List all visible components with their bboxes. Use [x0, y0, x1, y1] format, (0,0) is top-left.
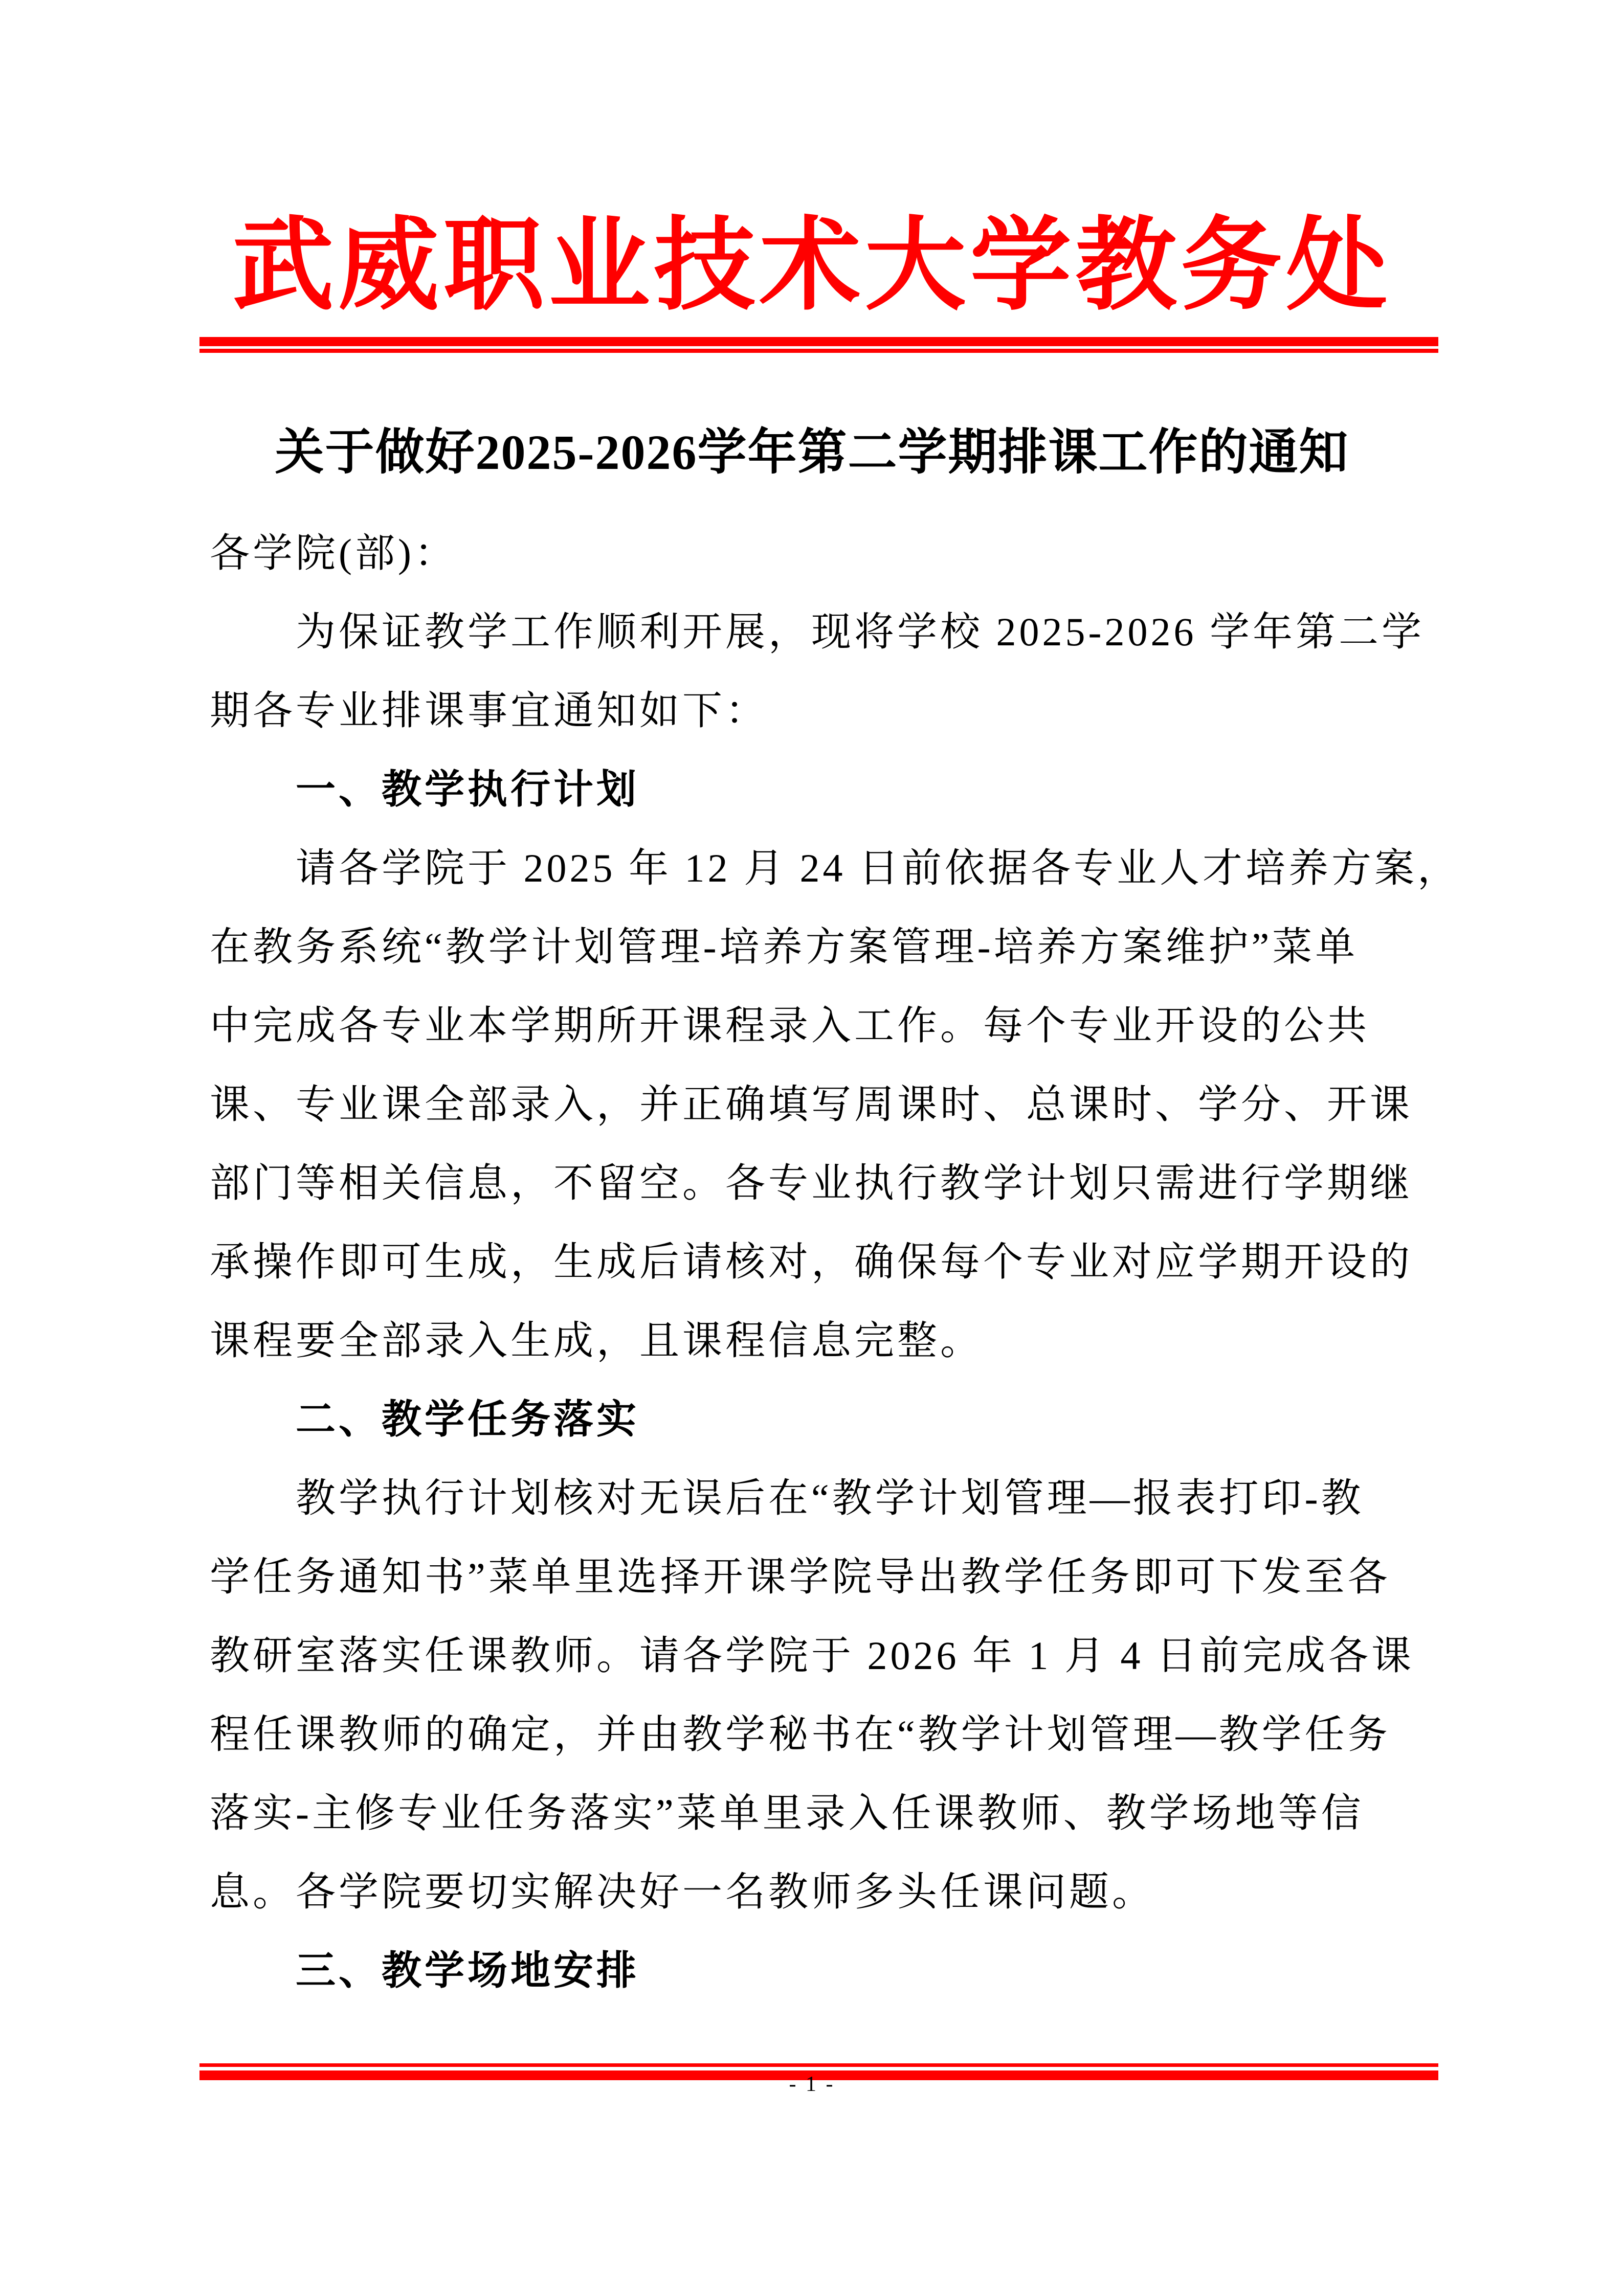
- body-line: 息。各学院要切实解决好一名教师多头任课问题。: [210, 1870, 1155, 1914]
- body-line: 请各学院于 2025 年 12 月 24 日前依据各专业人才培养方案，: [296, 846, 1461, 890]
- section-heading: 一、教学执行计划: [296, 767, 640, 812]
- page-number: - 1 -: [789, 2073, 835, 2096]
- body-line: 为保证教学工作顺利开展，现将学校 2025-2026 学年第二学: [296, 610, 1425, 654]
- body-line: 在教务系统“教学计划管理-培养方案管理-培养方案维护”菜单: [210, 925, 1359, 969]
- body-line: 期各专业排课事宜通知如下：: [210, 688, 769, 733]
- body-line: 学任务通知书”菜单里选择开课学院导出教学任务即可下发至各: [210, 1555, 1391, 1599]
- body-line: 教学执行计划核对无误后在“教学计划管理—报表打印-教: [296, 1476, 1364, 1520]
- document-body: [210, 514, 1461, 2010]
- body-line: 教研室落实任课教师。请各学院于 2026 年 1 月 4 日前完成各课: [210, 1633, 1415, 1678]
- body-line: 课、专业课全部录入，并正确填写周课时、总课时、学分、开课: [210, 1082, 1413, 1127]
- body-line: 程任课教师的确定，并由教学秘书在“教学计划管理—教学任务: [210, 1712, 1391, 1757]
- header-rule-thick: [199, 337, 1438, 346]
- body-line: 各学院(部)：: [210, 531, 457, 575]
- body-line: 课程要全部录入生成，且课程信息完整。: [210, 1318, 984, 1363]
- agency-masthead-title: 武威职业技术大学教务处: [232, 210, 1392, 322]
- body-line: 中完成各专业本学期所开课程录入工作。每个专业开设的公共: [210, 1003, 1370, 1048]
- body-line: 落实-主修专业任务落实”菜单里录入任课教师、教学场地等信: [210, 1791, 1364, 1835]
- section-heading: 三、教学场地安排: [296, 1948, 640, 1993]
- body-line: 部门等相关信息，不留空。各专业执行教学计划只需进行学期继: [210, 1161, 1413, 1205]
- footer-rule-thin: [199, 2063, 1438, 2067]
- document-title: 关于做好2025-2026学年第二学期排课工作的通知: [275, 425, 1349, 480]
- body-line: 承操作即可生成，生成后请核对，确保每个专业对应学期开设的: [210, 1240, 1413, 1284]
- header-rule-thin: [199, 349, 1438, 353]
- section-heading: 二、教学任务落实: [296, 1397, 640, 1442]
